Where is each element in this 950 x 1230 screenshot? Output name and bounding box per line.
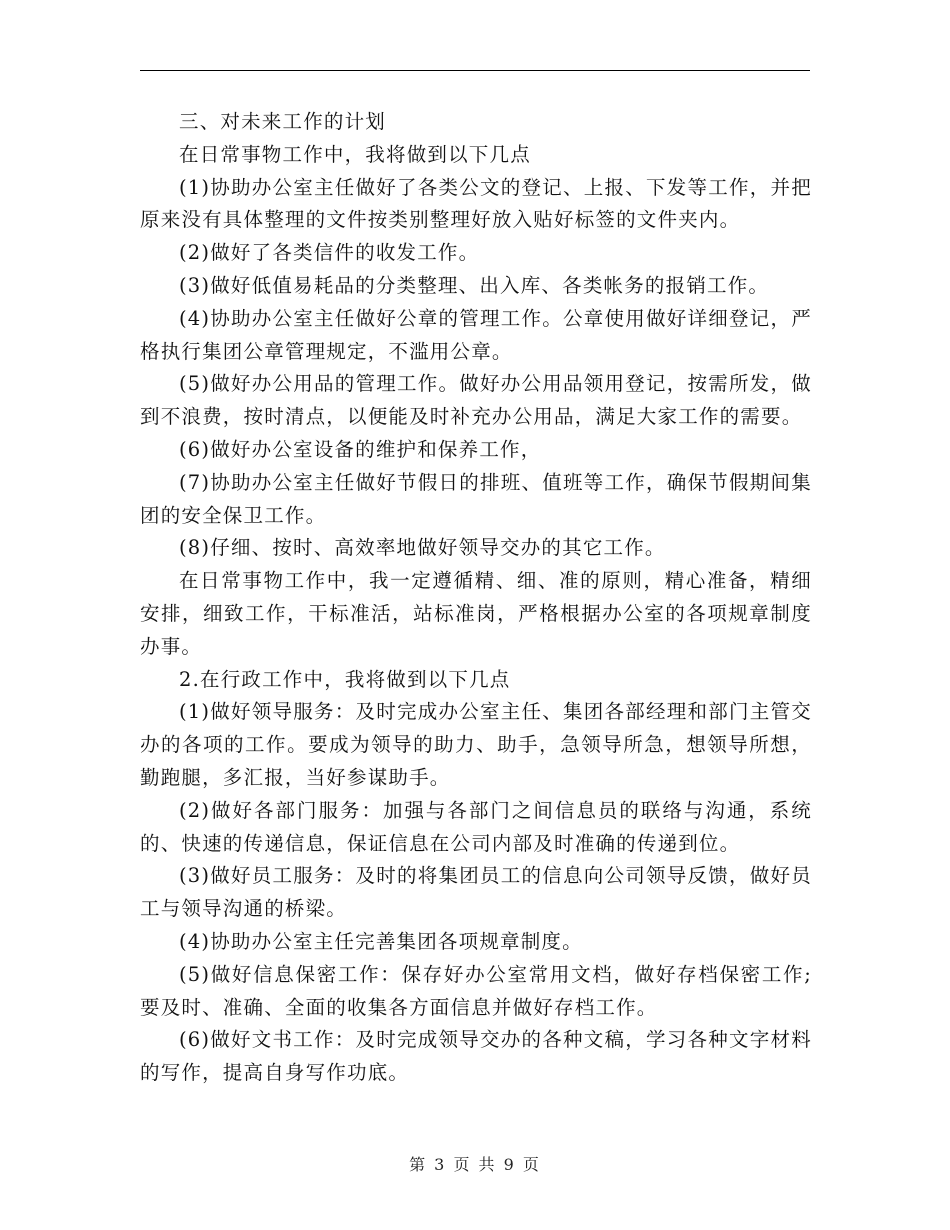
- paragraph: (4)协助办公室主任做好公章的管理工作。公章使用做好详细登记，严格执行集团公章管理规定，不滥用公章。: [140, 306, 812, 363]
- paragraph: (2)做好各部门服务：加强与各部门之间信息员的联络与沟通，系统的、快速的传递信息，保证信息在公司内部及时准确的传递到位。: [140, 798, 812, 855]
- paragraph: (1)协助办公室主任做好了各类公文的登记、上报、下发等工作，并把原来没有具体整理的文件按类别整理好放入贴好标签的文件夹内。: [140, 175, 812, 232]
- paragraph: (4)协助办公室主任完善集团各项规章制度。: [179, 929, 583, 953]
- document-body: [140, 106, 812, 1090]
- paragraph: (5)做好办公用品的管理工作。做好办公用品领用登记，按需所发，做到不浪费，按时清点，以便能及时补充办公用品，满足大家工作的需要。: [140, 372, 812, 429]
- paragraph: (7)协助办公室主任做好节假日的排班、值班等工作，确保节假期间集团的安全保卫工作。: [140, 470, 812, 527]
- paragraph: (3)做好低值易耗品的分类整理、出入库、各类帐务的报销工作。: [179, 273, 770, 297]
- paragraph: 在日常事物工作中，我将做到以下几点: [179, 142, 531, 166]
- section-heading: 三、对未来工作的计划: [179, 110, 387, 133]
- paragraph: (2)做好了各类信件的收发工作。: [179, 241, 480, 265]
- paragraph: (1)做好领导服务：及时完成办公室主任、集团各部经理和部门主管交办的各项的工作。要成为领导的助力、助手，急领导所急，想领导所想，勤跑腿，多汇报，当好参谋助手。: [140, 700, 812, 789]
- paragraph: 2.在行政工作中，我将做到以下几点: [179, 667, 511, 691]
- paragraph: (5)做好信息保密工作：保存好办公室常用文档，做好存档保密工作;要及时、准确、全面的收集各方面信息并做好存档工作。: [140, 962, 812, 1019]
- paragraph: 在日常事物工作中，我一定遵循精、细、准的原则，精心准备，精细安排，细致工作，干标准活，站标准岗，严格根据办公室的各项规章制度办事。: [140, 569, 812, 658]
- paragraph: (3)做好员工服务：及时的将集团员工的信息向公司领导反馈，做好员工与领导沟通的桥梁。: [140, 864, 812, 921]
- page-number: 第 3 页 共 9 页: [409, 1155, 541, 1174]
- paragraph: (8)仔细、按时、高效率地做好领导交办的其它工作。: [179, 536, 666, 560]
- paragraph: (6)做好文书工作：及时完成领导交办的各种文稿，学习各种文字材料的写作，提高自身写作功底。: [140, 1028, 812, 1085]
- paragraph: (6)做好办公室设备的维护和保养工作，: [179, 437, 542, 461]
- header-rule: [140, 70, 810, 71]
